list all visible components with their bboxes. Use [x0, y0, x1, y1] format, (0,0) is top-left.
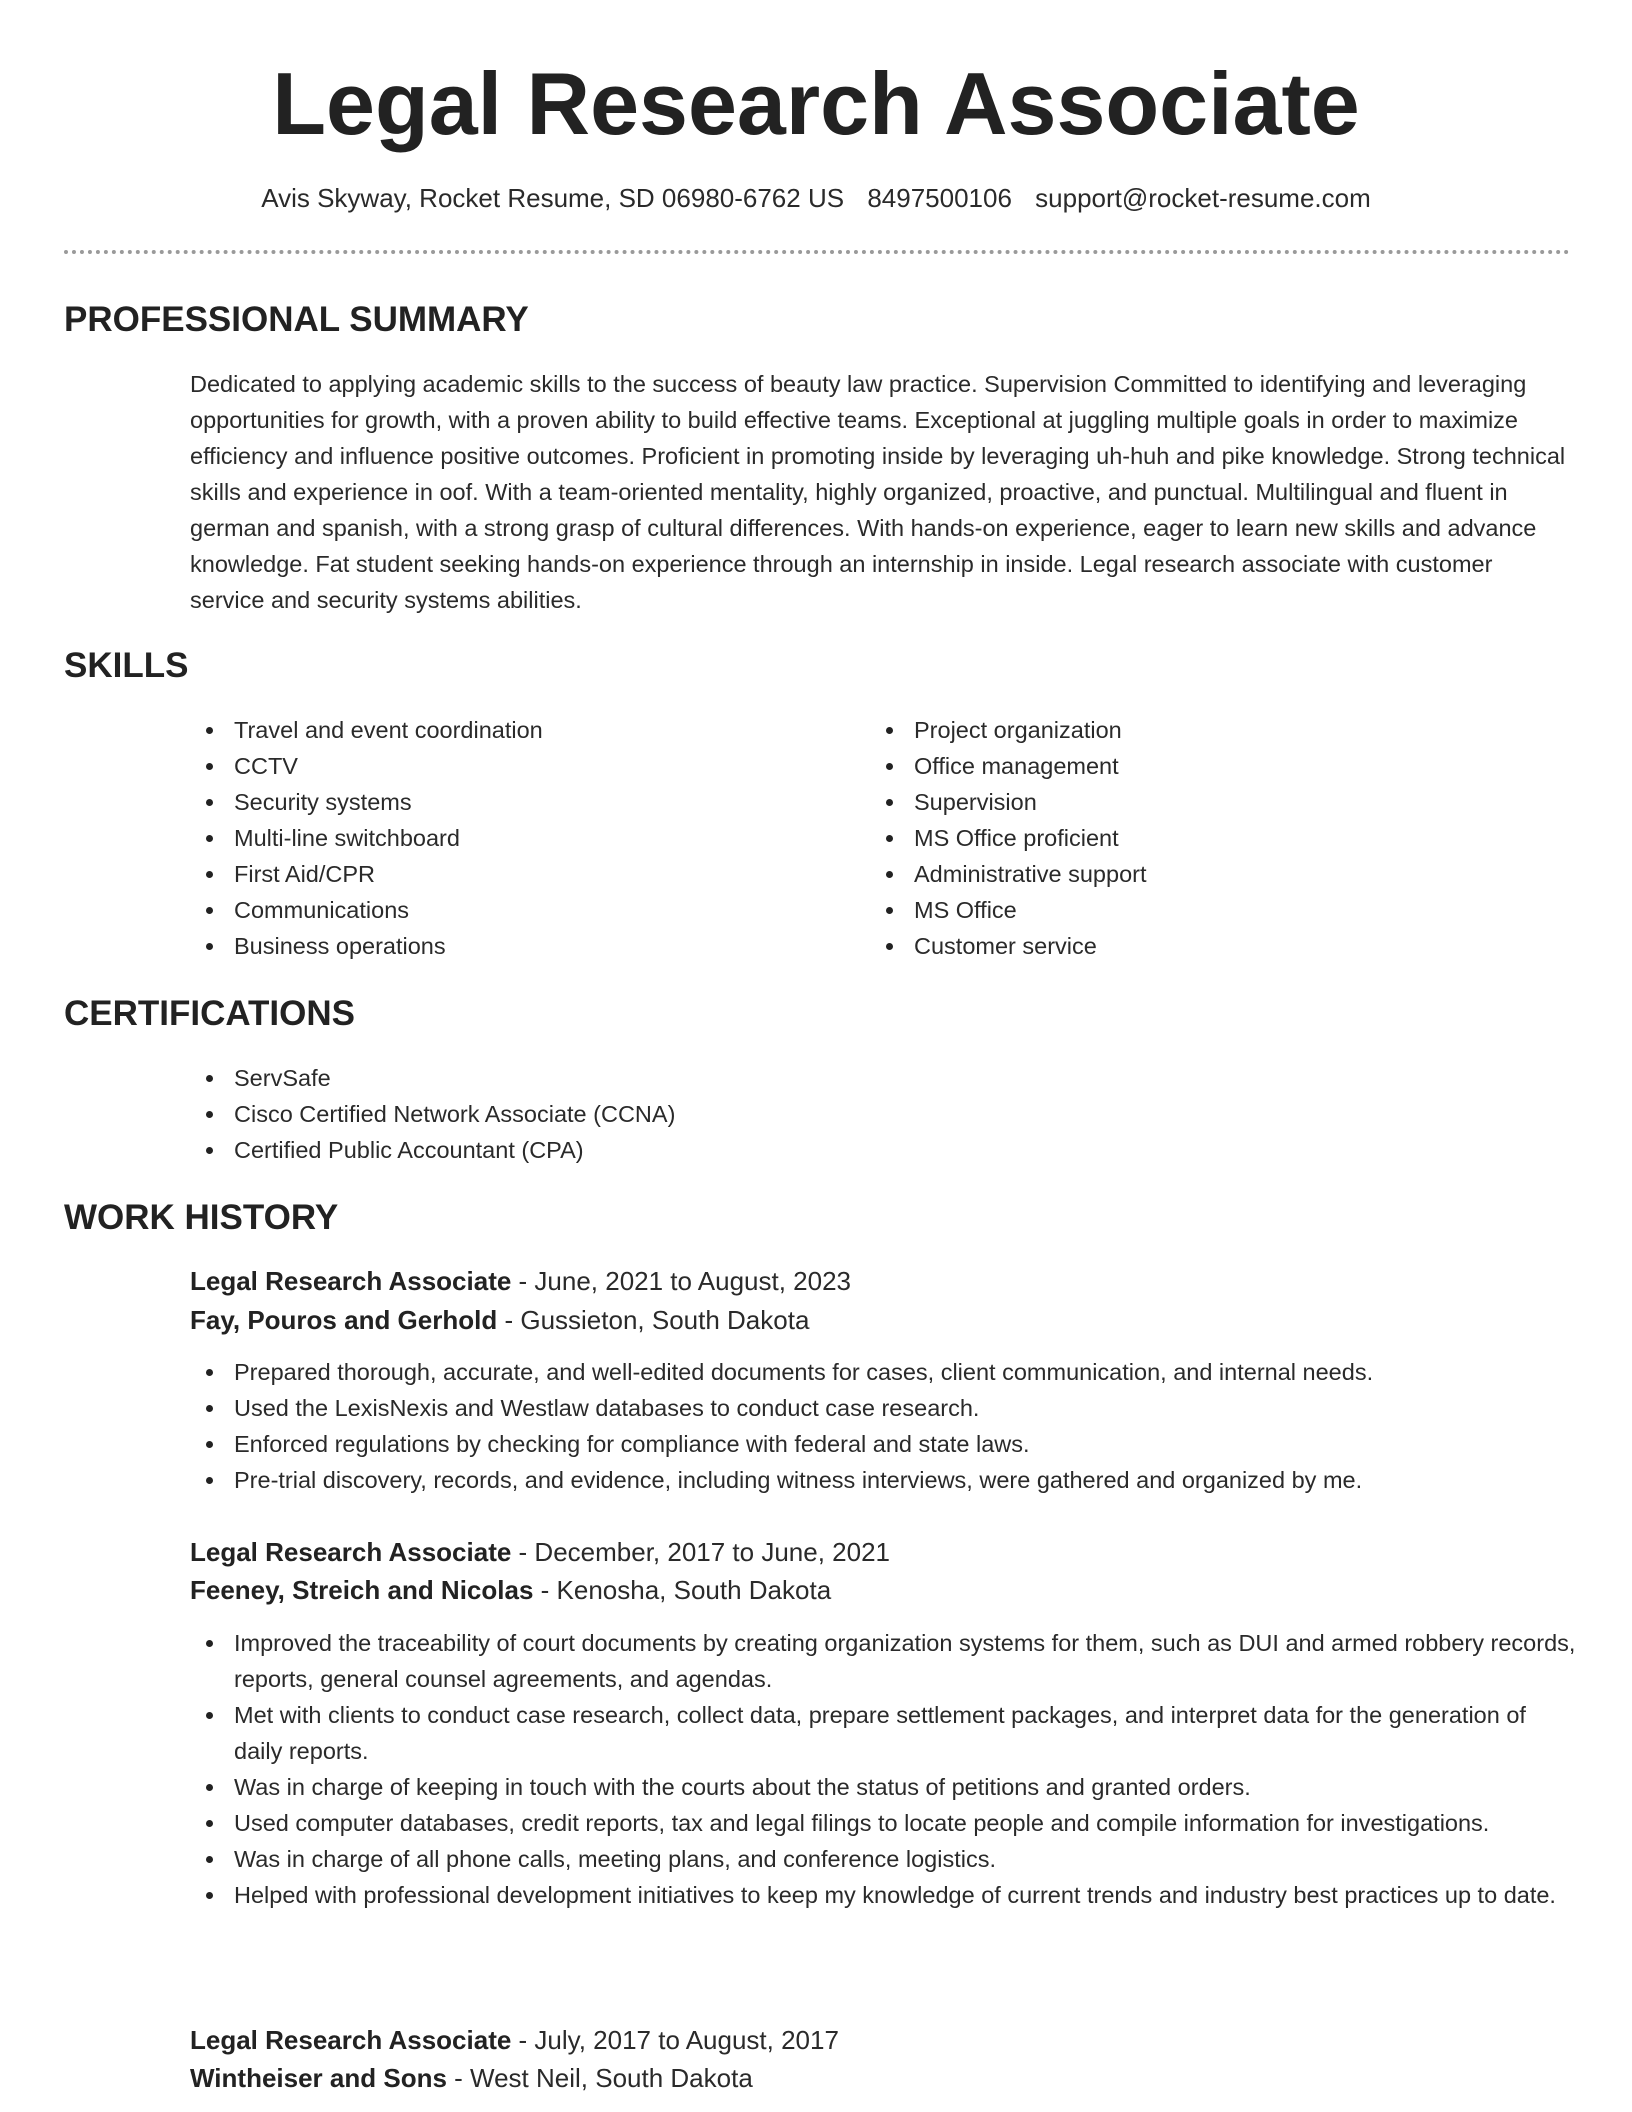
job-title: Legal Research Associate — [190, 2025, 512, 2055]
job-company: Feeney, Streich and Nicolas — [190, 1575, 534, 1605]
job-title-line — [190, 2021, 839, 2059]
job-bullet: Enforced regulations by checking for compliance with federal and state laws. — [190, 1426, 1580, 1462]
job-title: Legal Research Associate — [190, 1537, 512, 1567]
job-title: Legal Research Associate — [190, 1266, 512, 1296]
job-company-line — [190, 2059, 753, 2097]
job-bullet: Pre-trial discovery, records, and evidence, including witness interviews, were gathered and organized by me. — [190, 1462, 1580, 1498]
contact-address: Avis Skyway, Rocket Resume, SD 06980-6762 US — [261, 183, 845, 213]
certifications-heading: CERTIFICATIONS — [64, 994, 356, 1033]
job-location: - West Neil, South Dakota — [446, 2063, 753, 2093]
skills-list-left — [190, 712, 850, 964]
skills-heading: SKILLS — [64, 646, 189, 685]
job-dates: - December, 2017 to June, 2021 — [511, 1537, 891, 1567]
contact-line — [0, 180, 1632, 216]
job-location: - Gussieton, South Dakota — [497, 1305, 810, 1335]
work-history-heading: WORK HISTORY — [64, 1198, 339, 1237]
certification-item: Certified Public Accountant (CPA) — [190, 1132, 1570, 1168]
job-bullet: Prepared thorough, accurate, and well-edited documents for cases, client communication, and internal needs. — [190, 1354, 1580, 1390]
job-dates: - July, 2017 to August, 2017 — [511, 2025, 839, 2055]
certification-item: ServSafe — [190, 1060, 1570, 1096]
job-company-line — [190, 1301, 809, 1339]
skill-item: First Aid/CPR — [190, 856, 850, 892]
job-dates: - June, 2021 to August, 2023 — [511, 1266, 852, 1296]
certifications-list — [190, 1060, 1570, 1168]
skill-item: Security systems — [190, 784, 850, 820]
skill-item: Supervision — [870, 784, 1530, 820]
skill-item: MS Office — [870, 892, 1530, 928]
skill-item: CCTV — [190, 748, 850, 784]
job-bullet: Met with clients to conduct case research, collect data, prepare settlement packages, and interpret data for the generation of daily reports. — [190, 1697, 1580, 1769]
skill-item: Business operations — [190, 928, 850, 964]
contact-phone: 8497500106 — [867, 183, 1012, 213]
skill-item: Administrative support — [870, 856, 1530, 892]
contact-email: support@rocket-resume.com — [1035, 183, 1371, 213]
job-bullet: Used computer databases, credit reports, tax and legal filings to locate people and compile information for investigations. — [190, 1805, 1580, 1841]
job-company: Wintheiser and Sons — [190, 2063, 447, 2093]
job-company: Fay, Pouros and Gerhold — [190, 1305, 498, 1335]
job-bullet: Helped with professional development initiatives to keep my knowledge of current trends and industry best practices up to date. — [190, 1877, 1580, 1913]
certification-item: Cisco Certified Network Associate (CCNA) — [190, 1096, 1570, 1132]
skill-item: Multi-line switchboard — [190, 820, 850, 856]
skill-item: Office management — [870, 748, 1530, 784]
job-company-line — [190, 1571, 831, 1609]
job-bullet: Improved the traceability of court documents by creating organization systems for them, such as DUI and armed robbery records, reports, general counsel agreements, and agendas. — [190, 1625, 1580, 1697]
skill-item: MS Office proficient — [870, 820, 1530, 856]
job-bullet: Was in charge of keeping in touch with the courts about the status of petitions and granted orders. — [190, 1769, 1580, 1805]
job-title-line — [190, 1533, 890, 1571]
job-title-line — [190, 1262, 851, 1300]
job-bullets — [190, 1625, 1580, 1913]
summary-heading: PROFESSIONAL SUMMARY — [64, 300, 529, 339]
skill-item: Communications — [190, 892, 850, 928]
skills-list-right — [870, 712, 1530, 964]
resume-name: Legal Research Associate — [272, 54, 1360, 153]
job-bullet: Was in charge of all phone calls, meeting plans, and conference logistics. — [190, 1841, 1580, 1877]
job-location: - Kenosha, South Dakota — [533, 1575, 832, 1605]
job-bullet: Used the LexisNexis and Westlaw databases to conduct case research. — [190, 1390, 1580, 1426]
header-divider — [64, 250, 1570, 254]
summary-text: Dedicated to applying academic skills to the success of beauty law practice. Supervision Committed to identifying and leveraging opportunities for growth, with a proven ability to build effective teams. Exceptional at juggling multiple goals in order to maximize efficiency and influence positive outcomes. Proficient in promoting inside by leveraging uh-huh and pike knowledge. Strong technical skills and experience in oof. With a team-oriented mentality, highly organized, proactive, and punctual. Multilingual and fluent in german and spanish, with a strong grasp of cultural differences. With hands-on experience, eager to learn new skills and advance knowledge. Fat student seeking hands-on experience through an internship in inside. Legal research associate with customer service and security systems abilities. — [190, 371, 1566, 613]
skill-item: Travel and event coordination — [190, 712, 850, 748]
job-bullets — [190, 1354, 1580, 1498]
skill-item: Customer service — [870, 928, 1530, 964]
skill-item: Project organization — [870, 712, 1530, 748]
